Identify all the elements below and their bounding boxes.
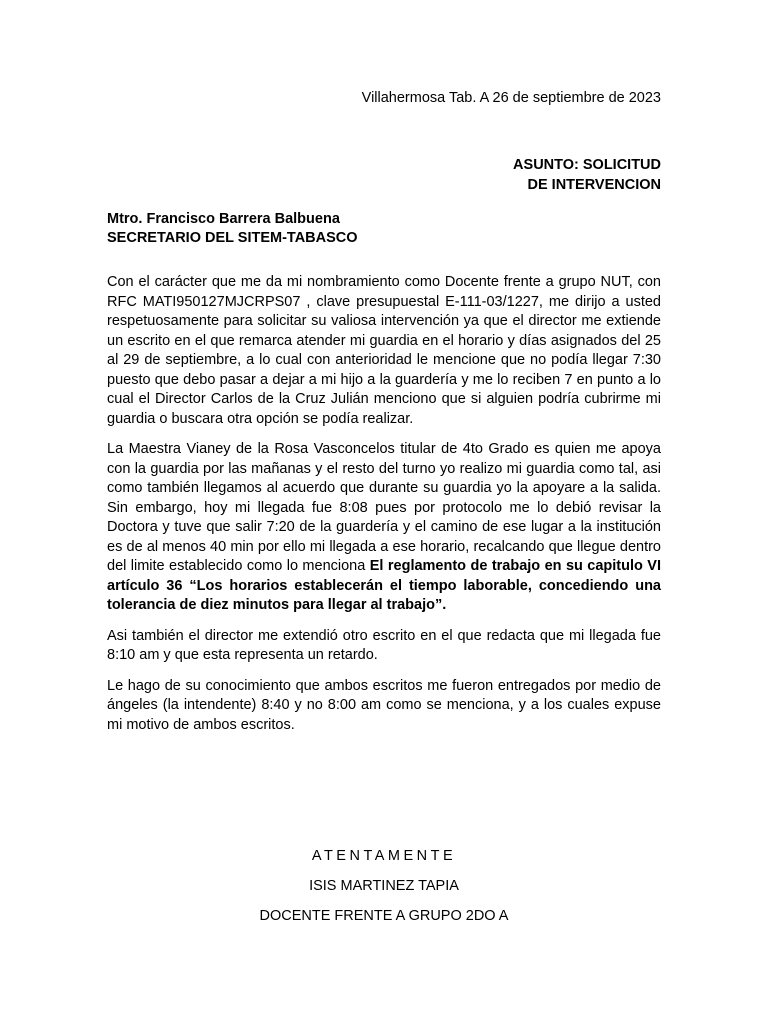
closing-block <box>0 848 768 927</box>
subject-block <box>513 155 661 195</box>
signer-role: DOCENTE FRENTE A GRUPO 2DO A <box>259 908 509 924</box>
recipient-block <box>107 210 358 248</box>
body-paragraph-2-text: La Maestra Vianey de la Rosa Vasconcelos titular de 4to Grado es quien me apoya con la guardia por las mañanas y el resto del turno yo realizo mi guardia como tal, asi como también llegamos al acuerdo que durante su guardia yo la apoyare a la salida. Sin embargo, hoy mi llegada fue 8:08 pues por protocolo me lo debió revisar la Doctora y tuve que salir 7:20 de la guardería y el camino de ese lugar a la institución es de al menos 40 min por ello mi llegada a ese horario, recalcando que llegue dentro del limite establecido como lo menciona <box>107 441 661 574</box>
body-paragraph-1: Con el carácter que me da mi nombramiento como Docente frente a grupo NUT, con RFC MATI950127MJCRPS07 , clave presupuestal E-111-03/1227, me dirijo a usted respetuosamente para solicitar su valiosa intervención ya que el director me extiende un escrito en el que remarca atender mi guardia en el horario y días asignados del 25 al 29 de septiembre, a lo cual con anterioridad le mencione que no podía llegar 7:30 puesto que debo pasar a dejar a mi hijo a la guardería y me lo reciben 7 en punto a lo cual el Director Carlos de la Cruz Julián menciono que si alguien podría cubrirme mi guardia o buscara otra opción se podía realizar. <box>107 274 661 427</box>
subject-line-1: ASUNTO: SOLICITUD <box>513 157 661 173</box>
date-line: Villahermosa Tab. A 26 de septiembre de 2023 <box>361 90 661 106</box>
signer-name: ISIS MARTINEZ TAPIA <box>309 878 459 894</box>
body-paragraph-2 <box>107 440 661 616</box>
letter-body <box>107 273 661 746</box>
closing-salutation: ATENTAMENTE <box>311 848 457 864</box>
recipient-name: Mtro. Francisco Barrera Balbuena <box>107 211 340 227</box>
body-paragraph-4: Le hago de su conocimiento que ambos escritos me fueron entregados por medio de ángeles (la intendente) 8:40 y no 8:00 am como se menciona, y a los cuales expuse mi motivo de ambos escritos. <box>107 677 661 733</box>
recipient-title: SECRETARIO DEL SITEM-TABASCO <box>107 230 358 246</box>
regulation-quote: El reglamento de trabajo en su capitulo VI artículo 36 “Los horarios establecerán el tiempo laborable, concediendo una tolerancia de diez minutos para llegar al trabajo”. <box>107 558 662 613</box>
body-paragraph-3: Asi también el director me extendió otro escrito en el que redacta que mi llegada fue 8:10 am y que esta representa un retardo. <box>107 627 661 663</box>
subject-line-2: DE INTERVENCION <box>527 177 661 193</box>
